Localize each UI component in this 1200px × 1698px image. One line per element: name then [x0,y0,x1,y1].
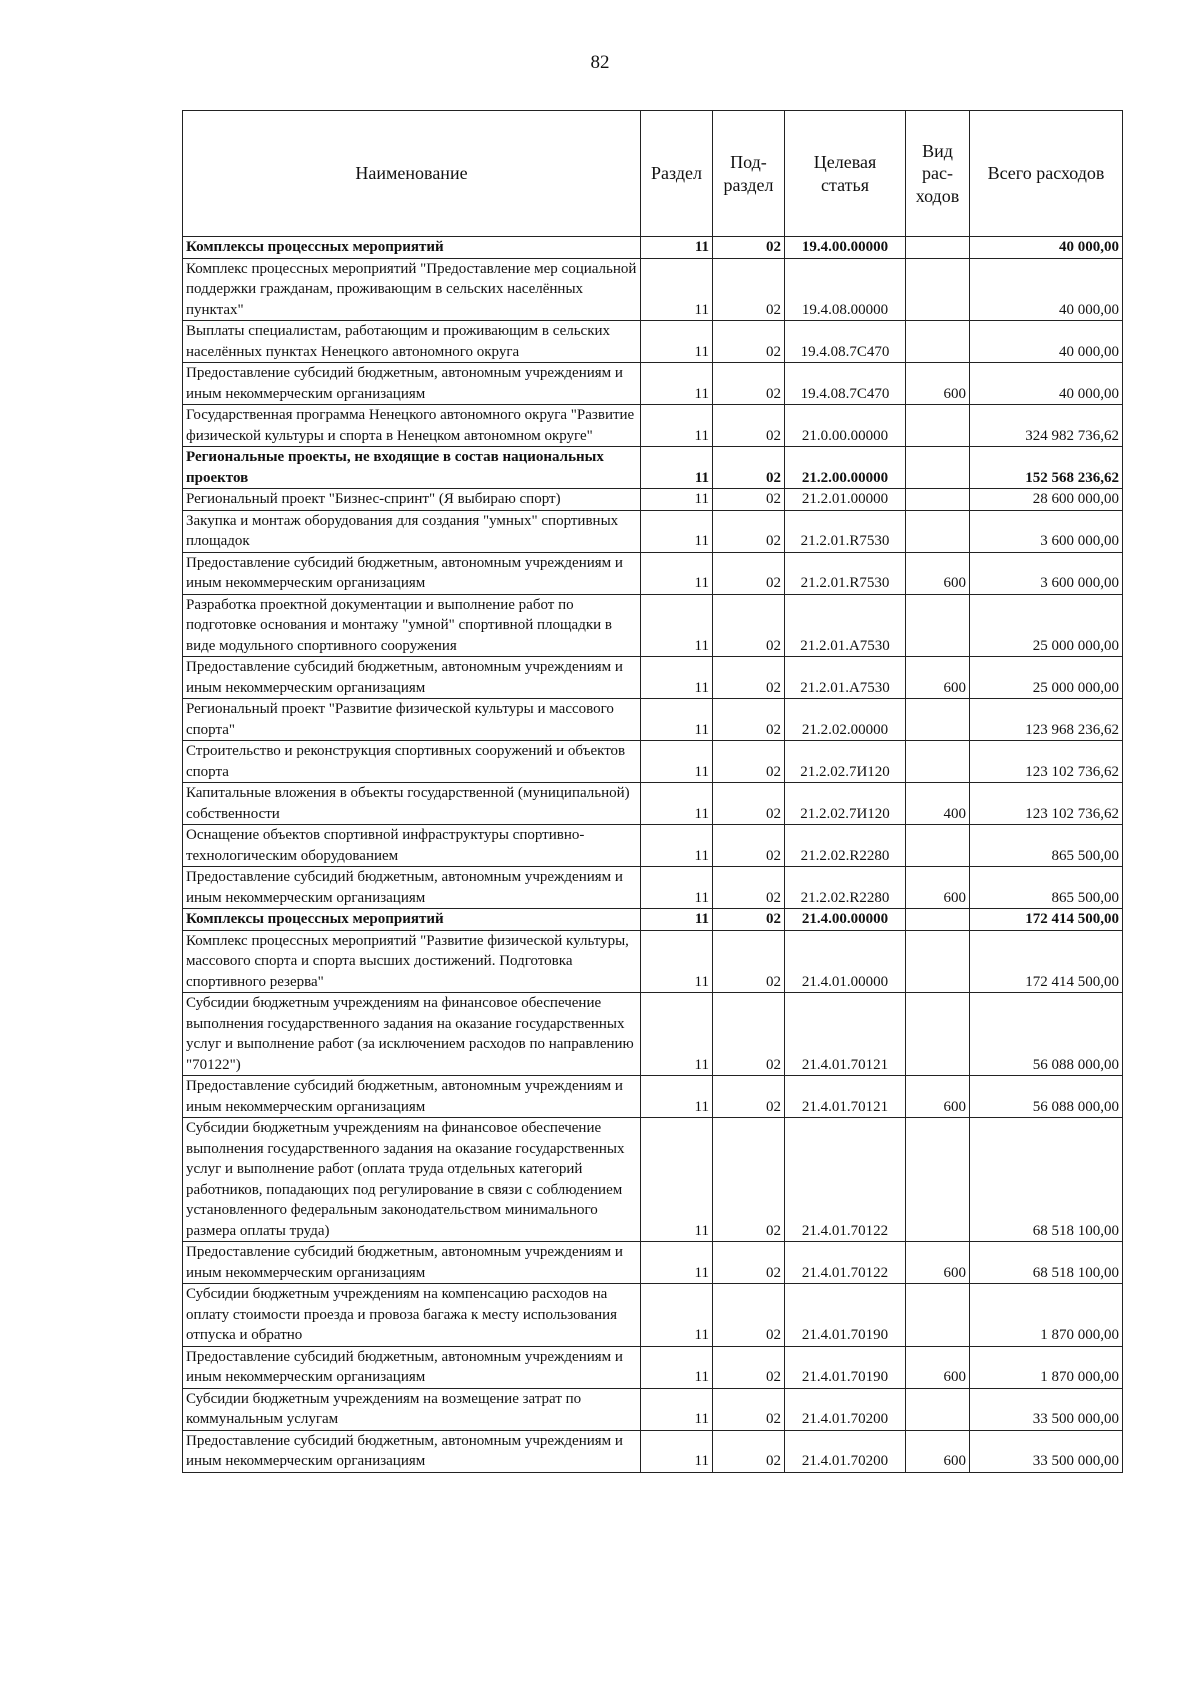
row-total: 33 500 000,00 [970,1388,1123,1430]
row-kind [906,447,970,489]
row-total: 33 500 000,00 [970,1430,1123,1472]
row-section: 11 [641,1388,713,1430]
row-total: 40 000,00 [970,363,1123,405]
row-total: 123 968 236,62 [970,699,1123,741]
row-name: Предоставление субсидий бюджетным, автономным учреждениям и иным некоммерческим организациям [183,1076,641,1118]
row-total: 152 568 236,62 [970,447,1123,489]
table-row [183,1242,1123,1284]
row-section: 11 [641,405,713,447]
row-section: 11 [641,237,713,259]
row-target: 21.2.02.7И120 [785,741,906,783]
row-target: 21.2.01.00000 [785,489,906,511]
row-target: 21.4.01.70122 [785,1242,906,1284]
row-kind: 600 [906,867,970,909]
row-subsection: 02 [713,1430,785,1472]
row-total: 28 600 000,00 [970,489,1123,511]
row-subsection: 02 [713,1388,785,1430]
table-row [183,1430,1123,1472]
row-total: 68 518 100,00 [970,1118,1123,1242]
row-section: 11 [641,657,713,699]
row-kind [906,1118,970,1242]
row-kind [906,930,970,993]
row-name: Предоставление субсидий бюджетным, автономным учреждениям и иным некоммерческим организациям [183,657,641,699]
row-kind [906,405,970,447]
table-row [183,825,1123,867]
row-subsection: 02 [713,741,785,783]
row-section: 11 [641,321,713,363]
row-name: Комплекс процессных мероприятий "Предоставление мер социальной поддержки гражданам, проживающим в сельских населённых пунктах" [183,258,641,321]
header-total: Всего расходов [970,111,1123,237]
row-kind [906,258,970,321]
page-number: 82 [590,52,610,73]
row-section: 11 [641,699,713,741]
row-name: Выплаты специалистам, работающим и проживающим в сельских населённых пунктах Ненецкого автономного округа [183,321,641,363]
table-row [183,1346,1123,1388]
row-kind [906,993,970,1076]
row-total: 68 518 100,00 [970,1242,1123,1284]
row-subsection: 02 [713,783,785,825]
row-name: Государственная программа Ненецкого автономного округа "Развитие физической культуры и спорта в Ненецком автономном округе" [183,405,641,447]
budget-table [182,110,1123,1473]
row-subsection: 02 [713,657,785,699]
row-total: 40 000,00 [970,237,1123,259]
table-row [183,552,1123,594]
table-row [183,594,1123,657]
table-header [183,111,1123,237]
table-row [183,657,1123,699]
table-row [183,321,1123,363]
row-total: 3 600 000,00 [970,552,1123,594]
row-total: 56 088 000,00 [970,1076,1123,1118]
row-section: 11 [641,930,713,993]
row-section: 11 [641,447,713,489]
table-body [183,237,1123,1473]
row-name: Предоставление субсидий бюджетным, автономным учреждениям и иным некоммерческим организациям [183,867,641,909]
row-total: 865 500,00 [970,867,1123,909]
row-subsection: 02 [713,1076,785,1118]
row-subsection: 02 [713,447,785,489]
table-row [183,363,1123,405]
row-name: Предоставление субсидий бюджетным, автономным учреждениям и иным некоммерческим организациям [183,1242,641,1284]
row-section: 11 [641,594,713,657]
header-target: Целевая статья [785,111,906,237]
row-subsection: 02 [713,363,785,405]
row-total: 40 000,00 [970,258,1123,321]
row-subsection: 02 [713,321,785,363]
row-target: 21.2.01.R7530 [785,510,906,552]
row-total: 172 414 500,00 [970,930,1123,993]
row-target: 21.2.01.A7530 [785,657,906,699]
table-row [183,237,1123,259]
row-subsection: 02 [713,993,785,1076]
row-target: 21.4.01.70190 [785,1284,906,1347]
table-row [183,447,1123,489]
row-total: 25 000 000,00 [970,594,1123,657]
row-section: 11 [641,1284,713,1347]
row-name: Субсидии бюджетным учреждениям на компенсацию расходов на оплату стоимости проезда и провоза багажа к месту использования отпуска и обратно [183,1284,641,1347]
row-kind: 600 [906,552,970,594]
row-kind [906,510,970,552]
row-target: 21.2.01.R7530 [785,552,906,594]
row-total: 1 870 000,00 [970,1346,1123,1388]
table-row [183,930,1123,993]
row-name: Субсидии бюджетным учреждениям на финансовое обеспечение выполнения государственного задания на оказание государственных услуг и выполнение работ (оплата труда отдельных категорий работников, попадающих под регулирование в связи с соблюдением установленного федеральным законодательством минимального размера оплаты труда) [183,1118,641,1242]
row-total: 1 870 000,00 [970,1284,1123,1347]
row-target: 21.4.01.70200 [785,1388,906,1430]
row-total: 3 600 000,00 [970,510,1123,552]
row-total: 123 102 736,62 [970,783,1123,825]
row-section: 11 [641,489,713,511]
row-subsection: 02 [713,825,785,867]
row-target: 21.0.00.00000 [785,405,906,447]
row-total: 56 088 000,00 [970,993,1123,1076]
row-name: Субсидии бюджетным учреждениям на возмещение затрат по коммунальным услугам [183,1388,641,1430]
row-subsection: 02 [713,930,785,993]
row-total: 865 500,00 [970,825,1123,867]
row-kind [906,1388,970,1430]
row-name: Комплексы процессных мероприятий [183,909,641,931]
row-subsection: 02 [713,909,785,931]
row-total: 40 000,00 [970,321,1123,363]
row-section: 11 [641,867,713,909]
row-kind [906,741,970,783]
row-subsection: 02 [713,1242,785,1284]
header-name: Наименование [183,111,641,237]
row-kind [906,825,970,867]
row-name: Комплекс процессных мероприятий "Развитие физической культуры, массового спорта и спорта высших достижений. Подготовка спортивного резерва" [183,930,641,993]
row-section: 11 [641,783,713,825]
row-target: 19.4.08.7С470 [785,321,906,363]
row-section: 11 [641,741,713,783]
row-subsection: 02 [713,1346,785,1388]
row-section: 11 [641,993,713,1076]
row-target: 21.2.02.7И120 [785,783,906,825]
row-kind: 600 [906,1430,970,1472]
row-section: 11 [641,909,713,931]
table-row [183,909,1123,931]
row-subsection: 02 [713,237,785,259]
table-row [183,258,1123,321]
row-total: 172 414 500,00 [970,909,1123,931]
row-name: Региональный проект "Развитие физической культуры и массового спорта" [183,699,641,741]
header-subsection: Под-раздел [713,111,785,237]
row-kind: 600 [906,1076,970,1118]
row-name: Субсидии бюджетным учреждениям на финансовое обеспечение выполнения государственного задания на оказание государственных услуг и выполнение работ (за исключением расходов по направлению "70122") [183,993,641,1076]
row-kind: 400 [906,783,970,825]
row-target: 21.2.02.R2280 [785,867,906,909]
row-total: 324 982 736,62 [970,405,1123,447]
row-kind [906,237,970,259]
row-kind: 600 [906,657,970,699]
row-section: 11 [641,825,713,867]
table-row [183,867,1123,909]
row-name: Предоставление субсидий бюджетным, автономным учреждениям и иным некоммерческим организациям [183,552,641,594]
row-kind [906,1284,970,1347]
row-subsection: 02 [713,867,785,909]
row-name: Строительство и реконструкция спортивных сооружений и объектов спорта [183,741,641,783]
row-name: Предоставление субсидий бюджетным, автономным учреждениям и иным некоммерческим организациям [183,363,641,405]
row-section: 11 [641,258,713,321]
row-name: Разработка проектной документации и выполнение работ по подготовке основания и монтажу "умной" спортивной площадки в виде модульного спортивного сооружения [183,594,641,657]
table-row [183,489,1123,511]
row-target: 21.4.01.70121 [785,993,906,1076]
row-kind: 600 [906,363,970,405]
header-row [183,111,1123,237]
row-kind [906,699,970,741]
row-name: Закупка и монтаж оборудования для создания "умных" спортивных площадок [183,510,641,552]
table-row [183,1388,1123,1430]
table-row [183,1118,1123,1242]
row-total: 123 102 736,62 [970,741,1123,783]
row-name: Региональный проект "Бизнес-спринт" (Я выбираю спорт) [183,489,641,511]
row-target: 21.2.00.00000 [785,447,906,489]
row-total: 25 000 000,00 [970,657,1123,699]
row-kind: 600 [906,1346,970,1388]
row-subsection: 02 [713,1284,785,1347]
row-target: 21.4.01.70121 [785,1076,906,1118]
row-section: 11 [641,510,713,552]
row-section: 11 [641,363,713,405]
row-subsection: 02 [713,594,785,657]
row-section: 11 [641,1430,713,1472]
row-target: 19.4.08.00000 [785,258,906,321]
row-name: Оснащение объектов спортивной инфраструктуры спортивно-технологическим оборудованием [183,825,641,867]
table-row [183,699,1123,741]
table-row [183,741,1123,783]
table-row [183,783,1123,825]
row-target: 21.4.01.70200 [785,1430,906,1472]
row-section: 11 [641,1118,713,1242]
row-subsection: 02 [713,1118,785,1242]
row-target: 21.4.01.70122 [785,1118,906,1242]
row-name: Предоставление субсидий бюджетным, автономным учреждениям и иным некоммерческим организациям [183,1346,641,1388]
table-row [183,1284,1123,1347]
row-kind [906,321,970,363]
row-subsection: 02 [713,699,785,741]
row-subsection: 02 [713,258,785,321]
row-target: 21.4.00.00000 [785,909,906,931]
row-kind [906,594,970,657]
row-name: Предоставление субсидий бюджетным, автономным учреждениям и иным некоммерческим организациям [183,1430,641,1472]
header-kind: Вид рас-ходов [906,111,970,237]
row-target: 21.4.01.00000 [785,930,906,993]
row-section: 11 [641,1076,713,1118]
row-subsection: 02 [713,510,785,552]
row-subsection: 02 [713,552,785,594]
table-row [183,1076,1123,1118]
table-row [183,405,1123,447]
table-row [183,993,1123,1076]
row-section: 11 [641,1346,713,1388]
row-subsection: 02 [713,405,785,447]
header-section: Раздел [641,111,713,237]
row-target: 21.2.02.00000 [785,699,906,741]
row-kind [906,489,970,511]
row-name: Региональные проекты, не входящие в состав национальных проектов [183,447,641,489]
row-target: 21.4.01.70190 [785,1346,906,1388]
row-name: Комплексы процессных мероприятий [183,237,641,259]
row-kind: 600 [906,1242,970,1284]
row-kind [906,909,970,931]
table-row [183,510,1123,552]
row-target: 19.4.08.7С470 [785,363,906,405]
row-subsection: 02 [713,489,785,511]
row-target: 21.2.02.R2280 [785,825,906,867]
row-section: 11 [641,1242,713,1284]
row-section: 11 [641,552,713,594]
row-target: 21.2.01.A7530 [785,594,906,657]
row-name: Капитальные вложения в объекты государственной (муниципальной) собственности [183,783,641,825]
row-target: 19.4.00.00000 [785,237,906,259]
